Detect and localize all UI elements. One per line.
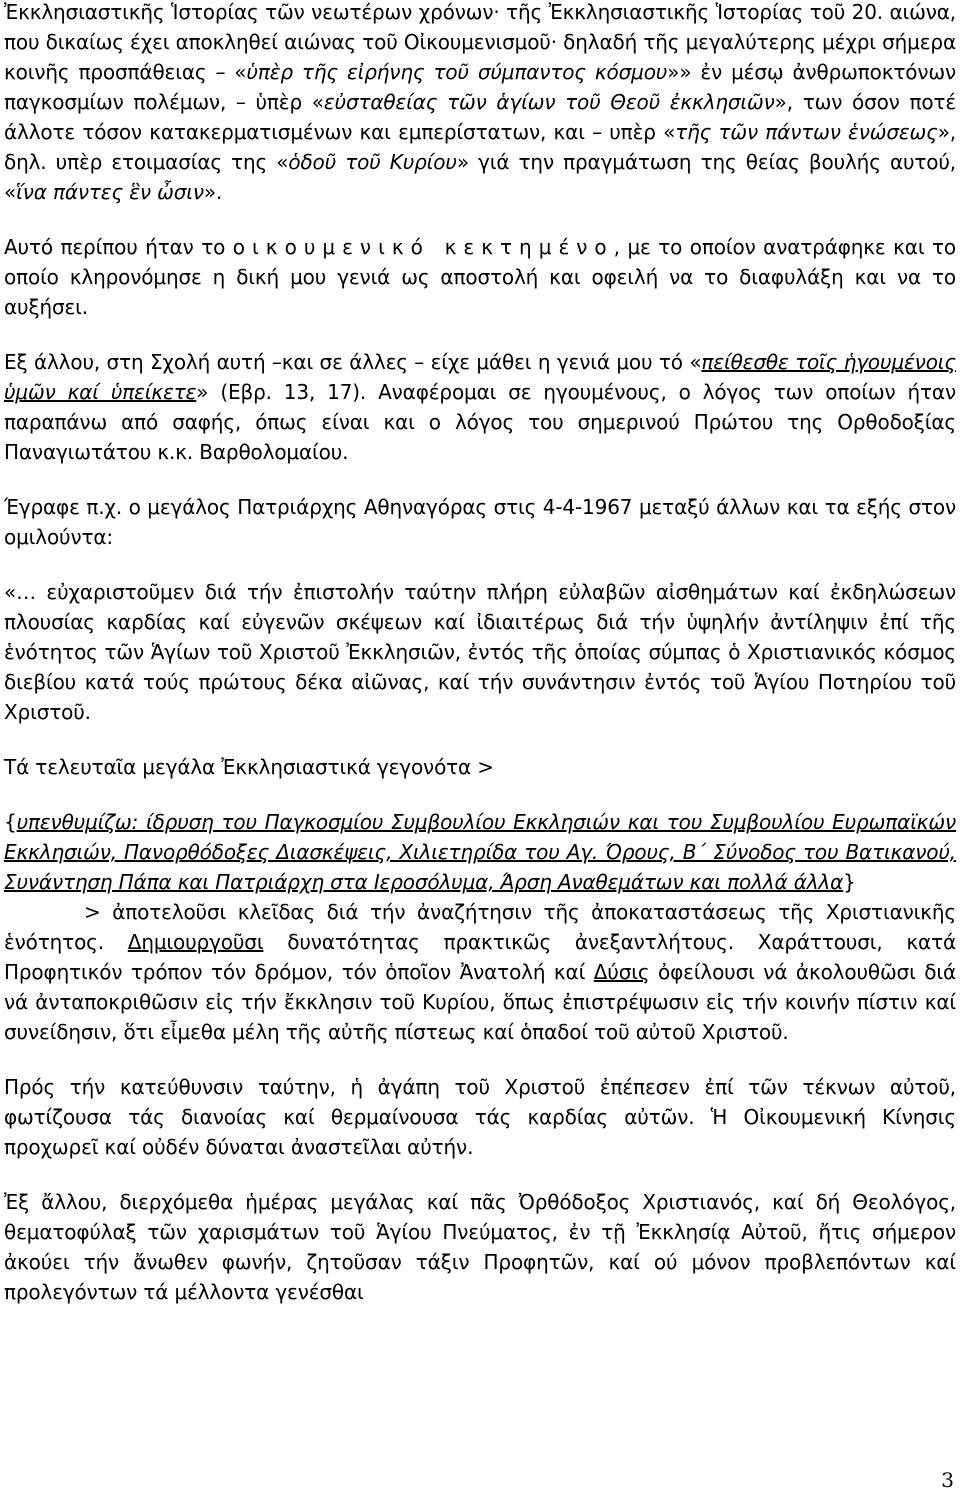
paragraph-great-days: Ἐξ ἄλλου, διερχόμεθα ἡμέρας μεγάλας καί πᾶς Ὀρθόδοξος Χριστιανός, καί δή Θεολόγος, θεματοφύλαξ τῶν χαρισμάτων τοῦ Ἁγίου Πνεύματος, ἐν τῇ Ἐκκλησίᾳ Αὐτοῦ, ἤτις σήμερον ἀκούει τήν ἄνωθεν φωνήν, ζητοῦσαν τάξιν Προφητῶν, καί ού μόνον προβλεπόντων καί προλεγόντων τά μέλλοντα γενέσθαι: [4, 1190, 956, 1304]
text-run: Εξ άλλου, στη Σχολή αυτή –και σε άλλες – είχε μάθει η γενιά μου τό «: [4, 350, 702, 374]
quote-italic: ὁδοῦ τοῦ Κυρίου: [288, 150, 457, 174]
quote-italic: τῆς τῶν πάντων ἑνώσεως: [675, 120, 938, 144]
paragraph-letter-quote: «… εὐχαριστοῦμεν διά τήν ἐπιστολήν ταύτην πλήρη εὐλαβῶν αἰσθημάτων καί ἐκδηλώσεων πλουσίας καρδίας καί εὐγενῶν σκέψεων καί ἰδιαιτέρως διά τήν ὑψηλήν ἀντίληψιν ἐπί τῆς ἑνότητος τῶν Ἁγίων τοῦ Χριστοῦ Ἐκκλησιῶν, ἐντός τῆς ὁποίας σύμπας ὁ Χριστιανικός κόσμος διεβίου κατά τούς πρώτους δέκα αἰῶνας, καί τήν συνάντησιν ἐντός τοῦ Ἁγίου Ποτηρίου τοῦ Χριστοῦ.: [4, 580, 956, 724]
text-run: » γιά την πραγμάτωση της θείας βουλής αυτού, «: [4, 150, 957, 204]
spaced-emphasis: οικουμενικό κεκτημένο: [232, 235, 614, 259]
paragraph-keys: [4, 897, 956, 1047]
paragraph-athenagoras: Έγραφε π.χ. ο μεγάλος Πατριάρχης Αθηναγόρας στις 4-4-1967 μεταξύ άλλων και τα εξής στον ομιλούντα:: [4, 495, 956, 549]
paragraph-reminder: [4, 807, 956, 897]
paragraph-love-of-christ: Πρός τήν κατεύθυνσιν ταύτην, ἡ ἀγάπη τοῦ Χριστοῦ ἐπέπεσεν ἐπί τῶν τέκνων αὐτοῦ, φωτίζουσα τάς διανοίας καί θερμαίνουσα τάς καρδίας αὐτῶν. Ἡ Οἰκουμενική Κίνησις προχωρεῖ καί οὐδέν δύναται ἀναστεῖλαι αὐτήν.: [4, 1075, 956, 1159]
text-run: Ἐκκλησιαστικῆς Ἱστορίας τῶν νεωτέρων χρόνων· τῆς Ἐκκλησιαστικῆς Ἱστορίας τοῦ 20. αιώνα, που δικαίως έχει αποκληθεί αιώνας τοῦ Οἰκουμενισμοῦ· δηλαδή τῆς μεγαλύτερης μέχρι σήμερα κοινῆς προσπάθειας – «: [4, 0, 956, 84]
underlined-word: Δύσις: [593, 960, 650, 984]
quote-italic: πείθεσθε τοῖς ἡγουμένοις ὑμῶν καί ὑπείκετε: [4, 350, 956, 404]
brace-open: {: [4, 810, 17, 834]
reminder-italic: υπενθυμίζω: ίδρυση του Παγκοσμίου Συμβουλίου Εκκλησιών και του Συμβουλίου Ευρωπαϊκών Εκκλησιών, Πανορθόδοξες Διασκέψεις, Χιλιετηρίδα του Αγ. Όρους, Β΄ Σύνοδος του Βατικανού, Συνάντηση Πάπα και Πατριάρχη στα Ιεροσόλυμα, Άρση Αναθεμάτων και πολλά άλλα: [4, 810, 956, 894]
paragraph-school: [4, 347, 956, 467]
brace-close: }: [843, 870, 856, 894]
text-run: »» ἐν μέσῳ ἀνθρωποκτόνων παγκοσμίων πολέμων, – ὑπὲρ «: [4, 60, 956, 114]
quote-italic: εὐσταθείας τῶν ἁγίων τοῦ Θεοῦ ἐκκλησιῶν: [323, 90, 775, 114]
quote-italic: ἵνα πάντες ἓν ὦσιν: [16, 180, 204, 204]
text-run: δυνατότητας πρακτικῶς ἀνεξαντλήτους. Χαράττουσι, κατά Προφητικόν τρόπον τόν δρόμον, τόν ὁποῖον Ἀνατολή καί: [4, 930, 956, 984]
page-number: 3: [941, 1468, 954, 1492]
paragraph-intro: [4, 0, 956, 207]
text-run: ὀφείλουσι νά ἀκολουθῶσι διά νά ἀνταποκριθῶσιν εἰς τήν ἔκκλησιν τοῦ Κυρίου, ὅπως ἐπιστρέψωσιν εἰς τήν κοινήν πίστιν καί συνείδησιν, ὅτι εἶμεθα μέλη τῆς αὐτῆς πίστεως καί ὁπαδοί τοῦ αὐτοῦ Χριστοῦ.: [4, 960, 956, 1044]
text-run: », των όσον ποτέ άλλοτε τόσον κατακερματισμένων και εμπερίστατων, και – υπὲρ «: [4, 90, 956, 144]
underlined-word: Δημιουργοῦσι: [127, 930, 264, 954]
text-run: , με το οποίον ανατράφηκε και το οποίο κληρονόμησε η δική μου γενιά ως αποστολή και οφειλή να το διαφυλάξη και να το αυξήσει.: [4, 235, 956, 319]
quote-italic: ὑπὲρ τῆς εἰρήνης τοῦ σύμπαντος κόσμου: [246, 60, 668, 84]
text-run: ».: [203, 180, 223, 204]
paragraph-recent-events: Τά τελευταῖα μεγάλα Ἐκκλησιαστικά γεγονότα >: [4, 755, 494, 779]
text-run: > ἀποτελοῦσι κλεῖδας διά τήν ἀναζήτησιν τῆς ἀποκαταστάσεως τῆς Χριστιανικῆς ἑνότητος.: [4, 900, 956, 954]
text-run: », δηλ. υπὲρ ετοιμασίας της «: [4, 120, 956, 174]
text-run: » (Εβρ. 13, 17). Αναφέρομαι σε ηγουμένους, ο λόγος των οποίων ήταν παραπάνω από σαφής, όπως είναι και ο λόγος του σημερινού Πρώτου της Ορθοδοξίας Παναγιωτάτου κ.κ. Βαρθολομαίου.: [4, 380, 956, 464]
paragraph-ecumenical-heritage: [4, 232, 956, 322]
document-page: [4, 0, 956, 1307]
text-run: Αυτό περίπου ήταν το: [4, 235, 226, 259]
